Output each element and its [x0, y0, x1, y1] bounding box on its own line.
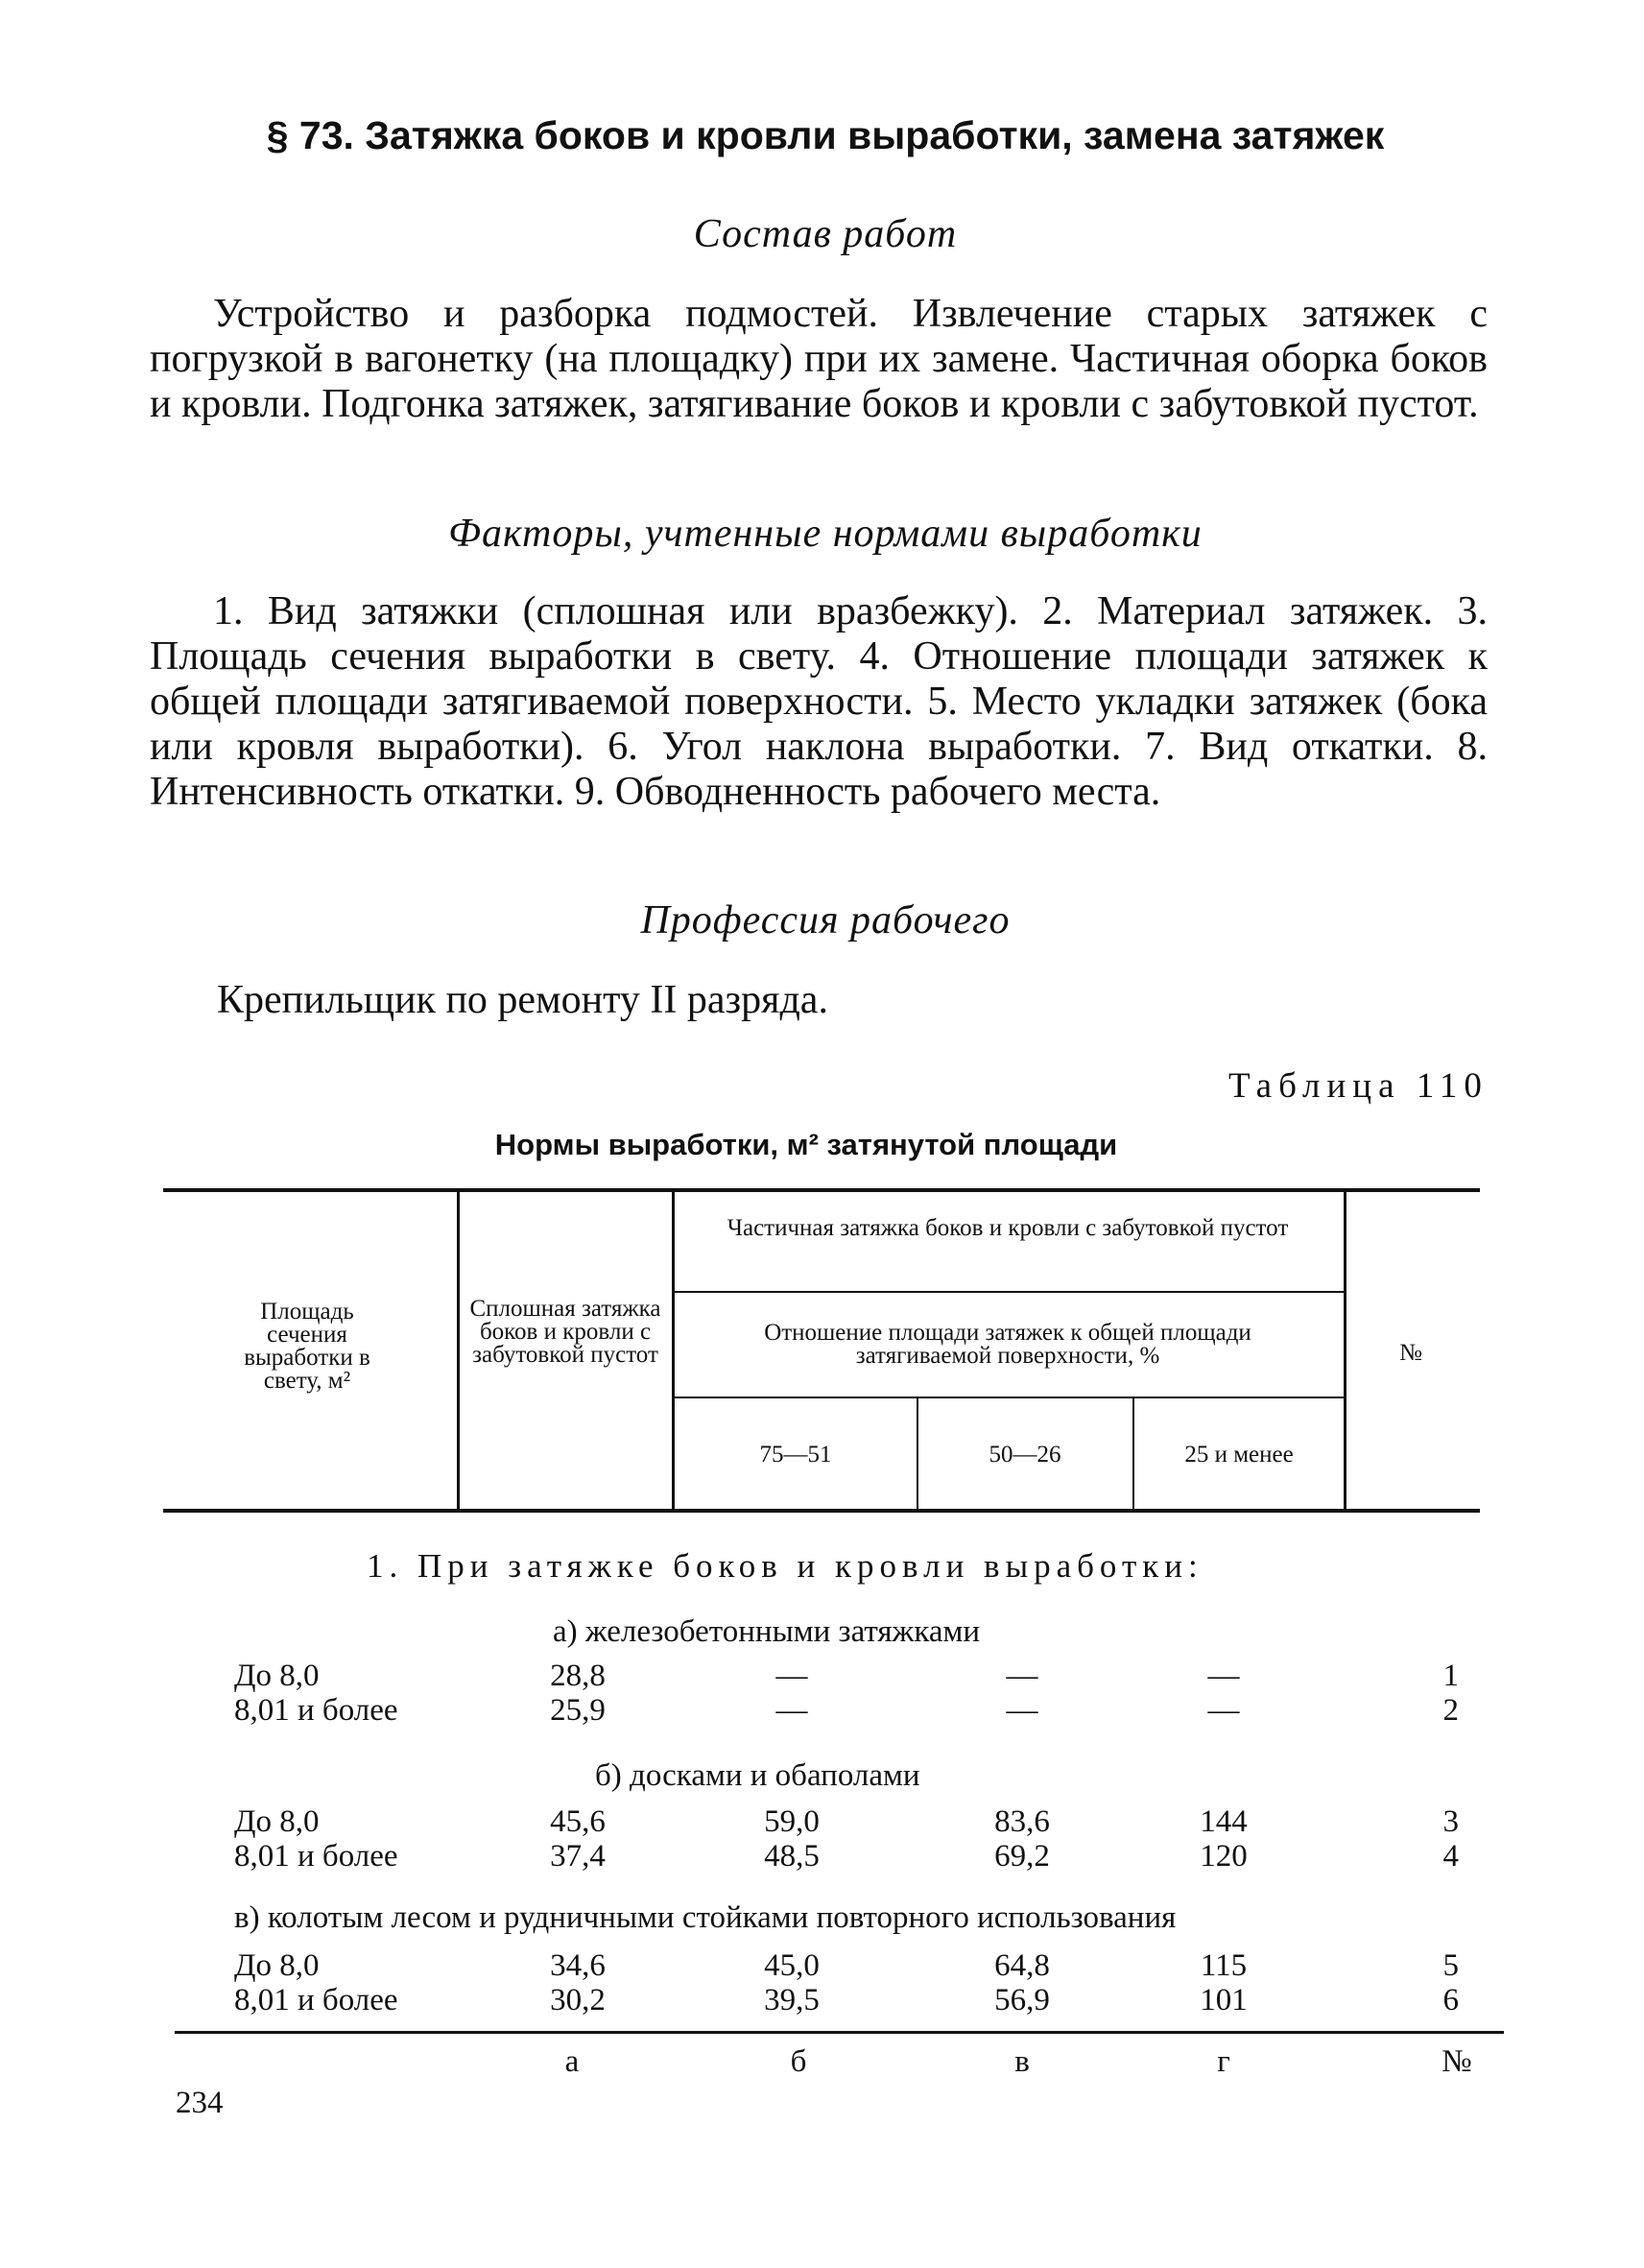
table-section-title: 1. При затяжке боков и кровли выработки:	[367, 1547, 1203, 1585]
cell-no: 3	[1442, 1804, 1459, 1839]
table-hline-2	[675, 1397, 1344, 1398]
row-label: До 8,0	[234, 1948, 320, 1983]
header-col-2: 50—26	[989, 1442, 1061, 1468]
factors-title: Факторы, учтенные нормами выработки	[448, 512, 1203, 556]
cell-a: 25,9	[550, 1693, 606, 1728]
cell-d: —	[1207, 1659, 1240, 1693]
group-title: в) колотым лесом и рудничными стойками повторного использования	[234, 1900, 1177, 1935]
cell-b: —	[775, 1693, 808, 1728]
cell-a: 37,4	[550, 1839, 606, 1874]
cell-no: 6	[1442, 1983, 1459, 2017]
cell-b: 59,0	[764, 1804, 820, 1839]
profession-text: Крепильщик по ремонту II разряда.	[217, 978, 828, 1022]
table-vline-1	[457, 1192, 460, 1509]
row-label: До 8,0	[234, 1804, 320, 1839]
header-no: №	[1399, 1340, 1422, 1366]
row-label: 8,01 и более	[234, 1693, 398, 1728]
cell-b: 48,5	[764, 1839, 820, 1874]
footer-col-no: №	[1441, 2044, 1472, 2079]
cell-no: 5	[1442, 1948, 1459, 1983]
header-ratio: Отношение площади затяжек к общей площади затягиваемой поверхности, %	[764, 1320, 1251, 1369]
header-area: Площадь сечения выработки в свету, м²	[244, 1299, 370, 1394]
table-vline-2	[672, 1192, 675, 1509]
cell-no: 2	[1442, 1693, 1459, 1728]
table-bottom-rule	[175, 2031, 1504, 2034]
cell-a: 30,2	[550, 1983, 606, 2017]
composition-text: Устройство и разборка подмостей. Извлечение старых затяжек с погрузкой в вагонетку (на площадку) при их замене. Частичная оборка боков и кровли. Подгонка затяжек, затягивание боков и кровли с забутовкой пустот.	[150, 292, 1488, 426]
cell-d: 115	[1200, 1948, 1248, 1983]
cell-no: 1	[1442, 1659, 1459, 1693]
cell-c: 69,2	[994, 1839, 1050, 1874]
footer-col-c: в	[1014, 2044, 1030, 2079]
section-heading: § 73. Затяжка боков и кровли выработки, замена затяжек	[266, 113, 1385, 157]
cell-d: 120	[1200, 1839, 1248, 1874]
header-partial: Частичная затяжка боков и кровли с забутовкой пустот	[727, 1215, 1289, 1241]
cell-a: 28,8	[550, 1659, 606, 1693]
cell-c: 56,9	[994, 1983, 1050, 2017]
table-title: Нормы выработки, м² затянутой площади	[494, 1128, 1118, 1161]
group-title: а) железобетонными затяжками	[553, 1614, 981, 1649]
table-vline-3	[1344, 1192, 1346, 1509]
header-solid: Сплошная затяжка боков и кровли с забутовкой пустот	[469, 1296, 661, 1368]
cell-c: 83,6	[994, 1804, 1050, 1839]
table-vline-5	[1132, 1398, 1134, 1509]
row-label: 8,01 и более	[234, 1983, 398, 2017]
row-label: До 8,0	[234, 1659, 320, 1693]
cell-d: 101	[1200, 1983, 1248, 2017]
footer-col-a: а	[564, 2044, 580, 2079]
cell-b: 39,5	[764, 1983, 820, 2017]
row-label: 8,01 и более	[234, 1839, 398, 1874]
footer-col-b: б	[790, 2044, 807, 2079]
page-number: 234	[176, 2086, 224, 2120]
cell-d: —	[1207, 1693, 1240, 1728]
cell-b: 45,0	[764, 1948, 820, 1983]
footer-col-d: г	[1217, 2044, 1230, 2079]
cell-c: —	[1006, 1693, 1038, 1728]
table-hline-1	[675, 1291, 1344, 1293]
table-label: Таблица 110	[1228, 1066, 1489, 1106]
header-col-1: 75—51	[759, 1442, 832, 1468]
profession-title: Профессия рабочего	[640, 898, 1011, 943]
table-top-rule	[163, 1188, 1480, 1192]
cell-c: —	[1006, 1659, 1038, 1693]
cell-d: 144	[1200, 1804, 1248, 1839]
cell-no: 4	[1442, 1839, 1459, 1874]
cell-b: —	[775, 1659, 808, 1693]
cell-a: 34,6	[550, 1948, 606, 1983]
composition-title: Состав работ	[693, 212, 958, 256]
table-vline-4	[917, 1398, 918, 1509]
cell-c: 64,8	[994, 1948, 1050, 1983]
group-title: б) досками и обаполами	[595, 1758, 920, 1793]
factors-text: 1. Вид затяжки (сплошная или вразбежку). 2. Материал затяжек. 3. Площадь сечения выработки в свету. 4. Отношение площади затяжек к общей площади затягиваемой поверхности. 5. Место укладки затяжек (бока или кровля выработки). 6. Угол наклона выработки. 7. Вид откатки. 8. Интенсивность откатки. 9. Обводненность рабочего места.	[150, 589, 1488, 814]
header-col-3: 25 и менее	[1184, 1442, 1294, 1468]
table-header-bottom-rule	[163, 1509, 1480, 1513]
cell-a: 45,6	[550, 1804, 606, 1839]
